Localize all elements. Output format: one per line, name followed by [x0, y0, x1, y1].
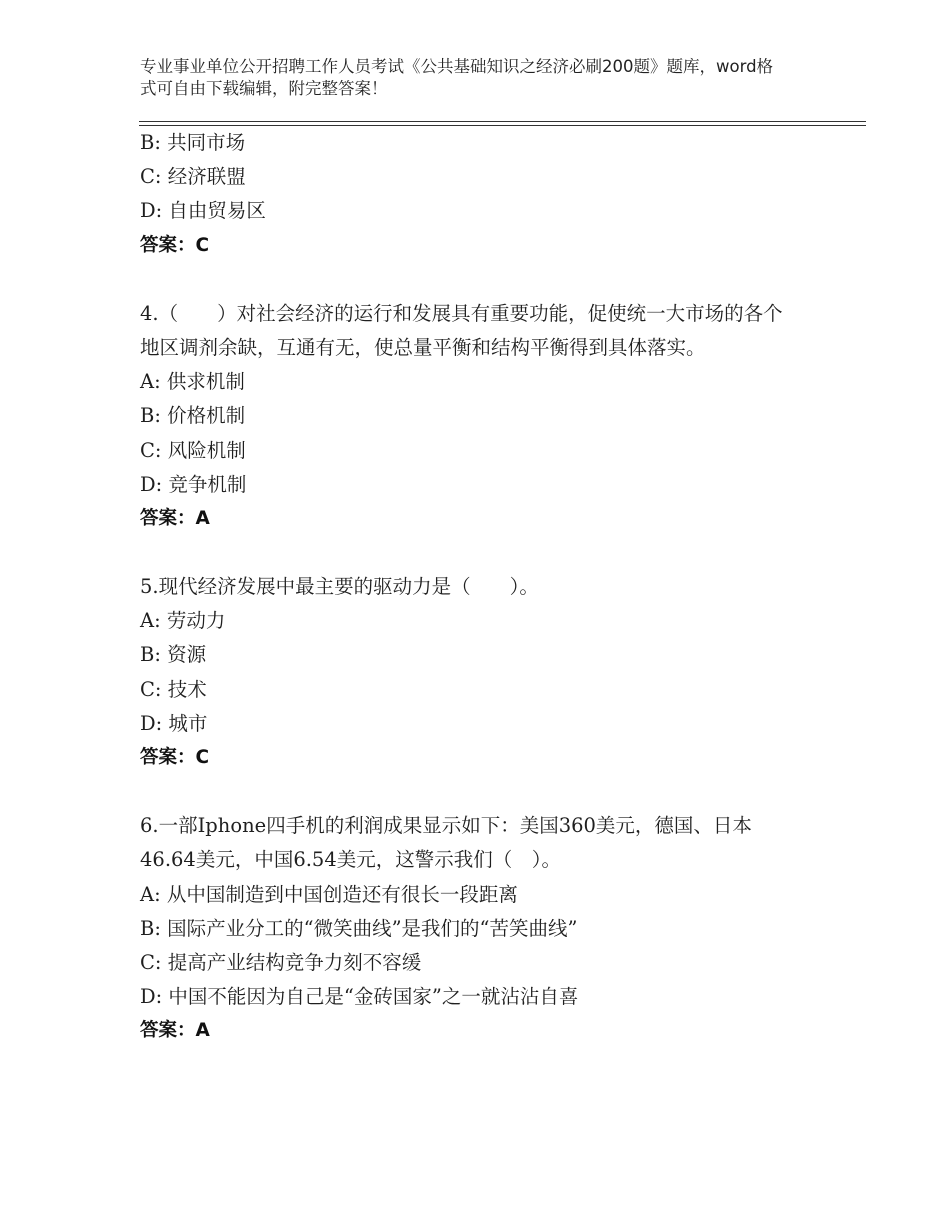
question-4 [140, 297, 820, 536]
question-text: 6.一部Iphone四手机的利润成果显示如下：美国360美元，德国、日本46.64美元，中国6.54美元，这警示我们（ ）。 [140, 814, 752, 872]
question-text: 5.现代经济发展中最主要的驱动力是（ ）。 [140, 575, 539, 599]
option-d: D: 中国不能因为自己是“金砖国家”之一就沾沾自喜 [140, 985, 579, 1009]
option-c: C: 提高产业结构竞争力刻不容缓 [140, 951, 422, 975]
option-b: B: 资源 [140, 643, 207, 667]
answer-label: 答案：A [140, 1020, 210, 1042]
option-d: D: 竞争机制 [140, 472, 247, 496]
partial-question [140, 126, 820, 263]
document-header: 专业事业单位公开招聘工作人员考试《公共基础知识之经济必刷200题》题库，word格式可自由下载编辑，附完整答案！ [140, 57, 774, 98]
option-a: A: 从中国制造到中国创造还有很长一段距离 [140, 882, 518, 906]
answer-label: 答案：A [140, 507, 210, 529]
question-5 [140, 570, 820, 775]
option-c: C: 经济联盟 [140, 165, 246, 189]
option-a: A: 供求机制 [140, 370, 245, 394]
option-d: D: 自由贸易区 [140, 199, 266, 223]
answer-label: 答案：C [140, 747, 210, 769]
option-a: A: 劳动力 [140, 609, 226, 633]
question-text: 4.（ ）对社会经济的运行和发展具有重要功能，促使统一大市场的各个地区调剂余缺，互通有无，使总量平衡和结构平衡得到具体落实。 [140, 301, 783, 359]
option-b: B: 共同市场 [140, 131, 246, 154]
option-b: B: 国际产业分工的“微笑曲线”是我们的“苦笑曲线” [140, 916, 578, 940]
option-b: B: 价格机制 [140, 404, 246, 428]
option-d: D: 城市 [140, 711, 208, 735]
question-6 [140, 809, 820, 1048]
answer-label: 答案：C [140, 234, 210, 256]
question-list [140, 126, 820, 1049]
option-c: C: 技术 [140, 677, 207, 701]
option-c: C: 风险机制 [140, 438, 246, 462]
